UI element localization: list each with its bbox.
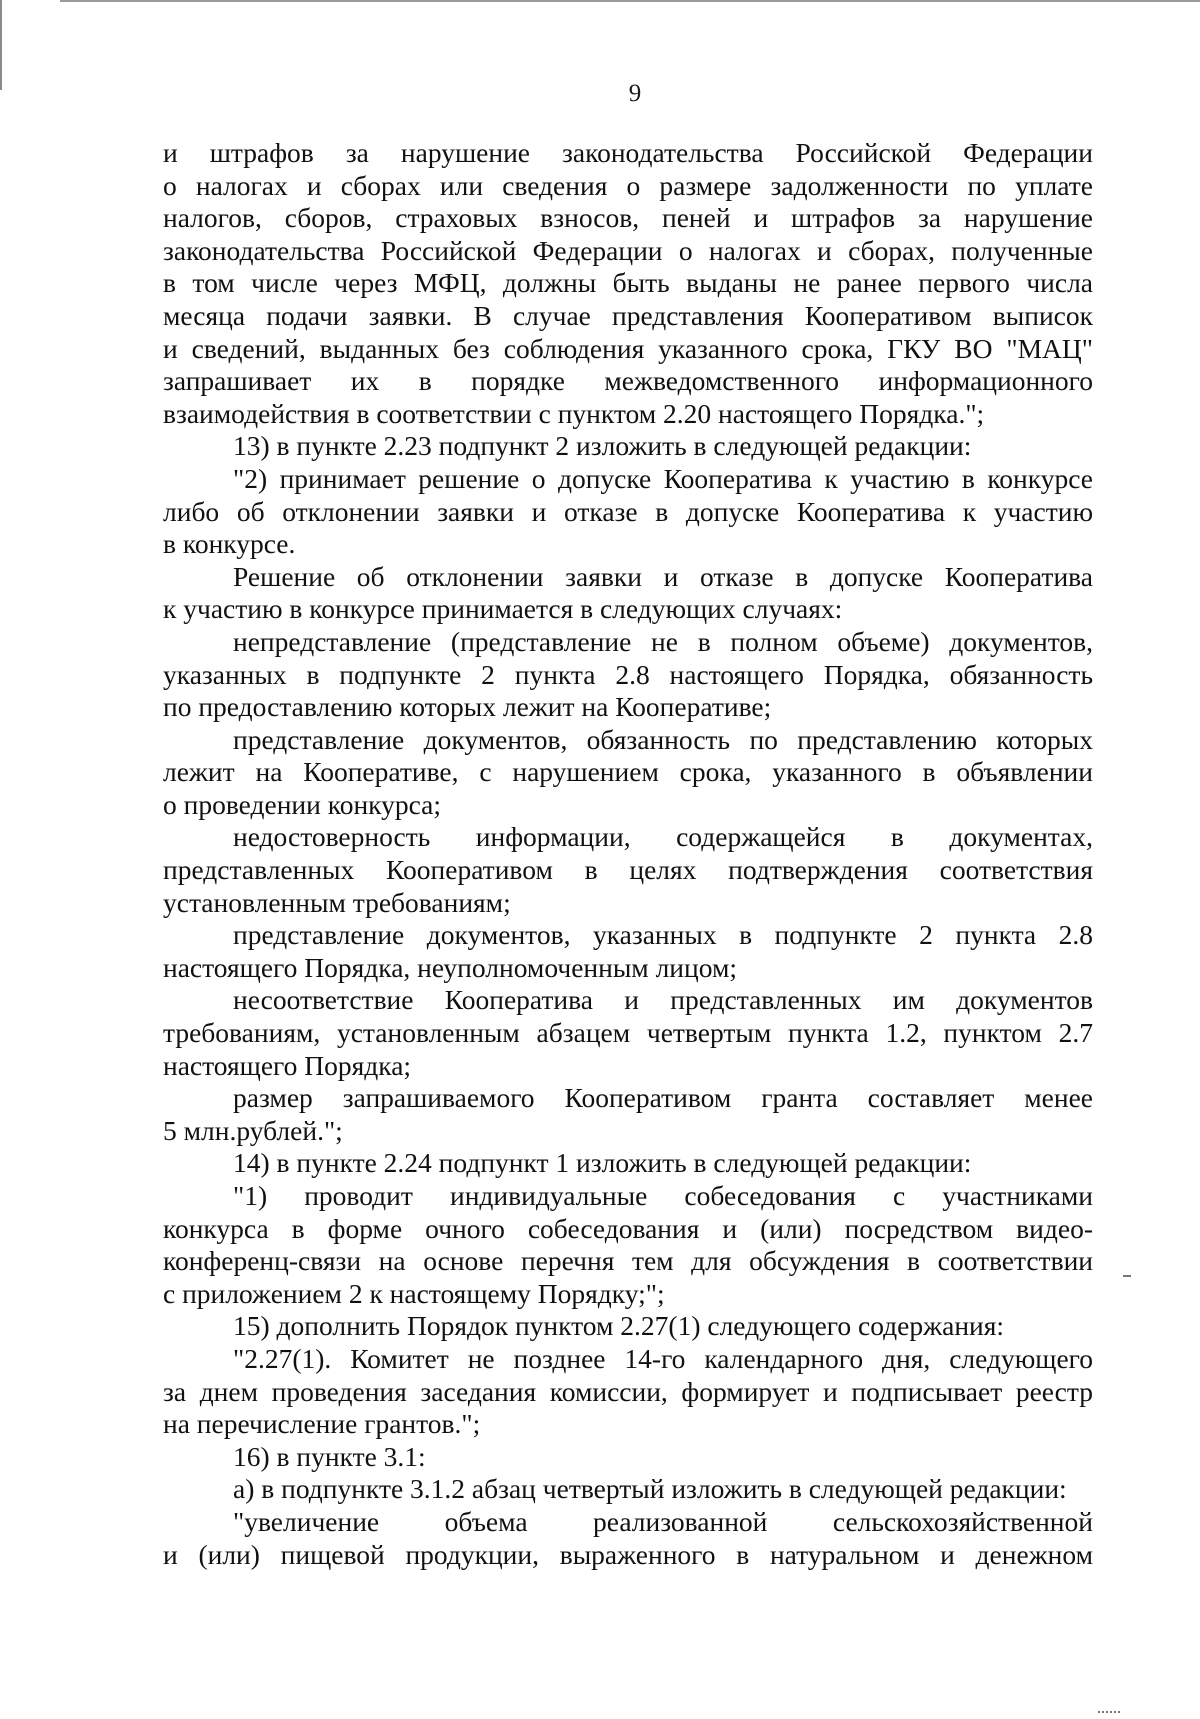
text-line: законодательства Российской Федерации о налогах и сборах, полученные: [163, 234, 1093, 266]
text-line: о налогах и сборах или сведения о размере задолженности по уплате: [163, 169, 1093, 201]
text-line: лежит на Кооперативе, с нарушением срока, указанного в объявлении: [163, 756, 1093, 788]
text-line: и (или) пищевой продукции, выраженного в натуральном и денежном: [163, 1538, 1093, 1570]
text-line: месяца подачи заявки. В случае представления Кооперативом выписок: [163, 299, 1093, 331]
text-line: настоящего Порядка, неуполномоченным лицом;: [163, 951, 738, 983]
scan-mark: [1123, 1275, 1131, 1277]
text-line: непредставление (представление не в полном объеме) документов,: [233, 625, 1093, 657]
text-line: либо об отклонении заявки и отказе в допуске Кооператива к участию: [163, 495, 1093, 527]
text-line: Решение об отклонении заявки и отказе в допуске Кооператива: [233, 560, 1093, 592]
text-line: конкурса в форме очного собеседования и (или) посредством видео-: [163, 1212, 1093, 1244]
text-line: "2.27(1). Комитет не позднее 14-го календарного дня, следующего: [233, 1342, 1093, 1374]
text-line: установленным требованиям;: [163, 886, 511, 918]
text-line: требованиям, установленным абзацем четвертым пункта 1.2, пунктом 2.7: [163, 1017, 1093, 1049]
text-line: 5 млн.рублей.";: [163, 1114, 343, 1146]
text-line: взаимодействия в соответствии с пунктом 2.20 настоящего Порядка.";: [163, 397, 985, 429]
text-line: 16) в пункте 3.1:: [233, 1440, 426, 1472]
text-line: настоящего Порядка;: [163, 1049, 412, 1081]
page-number: 9: [628, 80, 642, 107]
text-line: и сведений, выданных без соблюдения указанного срока, ГКУ ВО "МАЦ": [163, 332, 1093, 364]
text-line: налогов, сборов, страховых взносов, пеней и штрафов за нарушение: [163, 202, 1093, 234]
text-line: с приложением 2 к настоящему Порядку;";: [163, 1277, 665, 1309]
text-line: и штрафов за нарушение законодательства Российской Федерации: [163, 137, 1093, 168]
text-line: на перечисление грантов.";: [163, 1408, 481, 1440]
text-line: "2) принимает решение о допуске Кооператива к участию в конкурсе: [233, 462, 1093, 494]
text-line: 13) в пункте 2.23 подпункт 2 изложить в следующей редакции:: [233, 430, 972, 462]
text-line: указанных в подпункте 2 пункта 2.8 настоящего Порядка, обязанность: [163, 658, 1093, 690]
text-line: а) в подпункте 3.1.2 абзац четвертый изложить в следующей редакции:: [233, 1473, 1067, 1505]
text-line: о проведении конкурса;: [163, 788, 442, 820]
scan-mark-bottom: [1098, 1711, 1120, 1716]
text-line: 14) в пункте 2.24 подпункт 1 изложить в следующей редакции:: [233, 1147, 972, 1179]
text-line: представленных Кооперативом в целях подтверждения соответствия: [163, 854, 1093, 886]
text-line: представление документов, указанных в подпункте 2 пункта 2.8: [233, 919, 1093, 951]
document-body: [163, 137, 1093, 1571]
text-line: в конкурсе.: [163, 528, 296, 560]
text-line: за днем проведения заседания комиссии, формирует и подписывает реестр: [163, 1375, 1093, 1407]
text-line: "увеличение объема реализованной сельскохозяйственной: [233, 1505, 1093, 1537]
text-line: "1) проводит индивидуальные собеседования с участниками: [233, 1180, 1093, 1211]
text-line: 15) дополнить Порядок пунктом 2.27(1) следующего содержания:: [233, 1310, 1005, 1342]
text-line: недостоверность информации, содержащейся в документах,: [233, 821, 1093, 853]
text-line: в том числе через МФЦ, должны быть выданы не ранее первого числа: [163, 267, 1093, 299]
text-line: конференц-связи на основе перечня тем для обсуждения в соответствии: [163, 1245, 1093, 1277]
scan-edge-left: [0, 0, 2, 90]
scan-edge-top: [60, 0, 1200, 2]
text-line: размер запрашиваемого Кооперативом гранта составляет менее: [233, 1082, 1093, 1114]
text-line: несоответствие Кооператива и представленных им документов: [233, 984, 1093, 1016]
text-line: по предоставлению которых лежит на Кооперативе;: [163, 691, 772, 723]
text-line: представление документов, обязанность по представлению которых: [233, 723, 1093, 755]
text-line: запрашивает их в порядке межведомственного информационного: [163, 365, 1093, 397]
text-line: к участию в конкурсе принимается в следующих случаях:: [163, 593, 843, 625]
